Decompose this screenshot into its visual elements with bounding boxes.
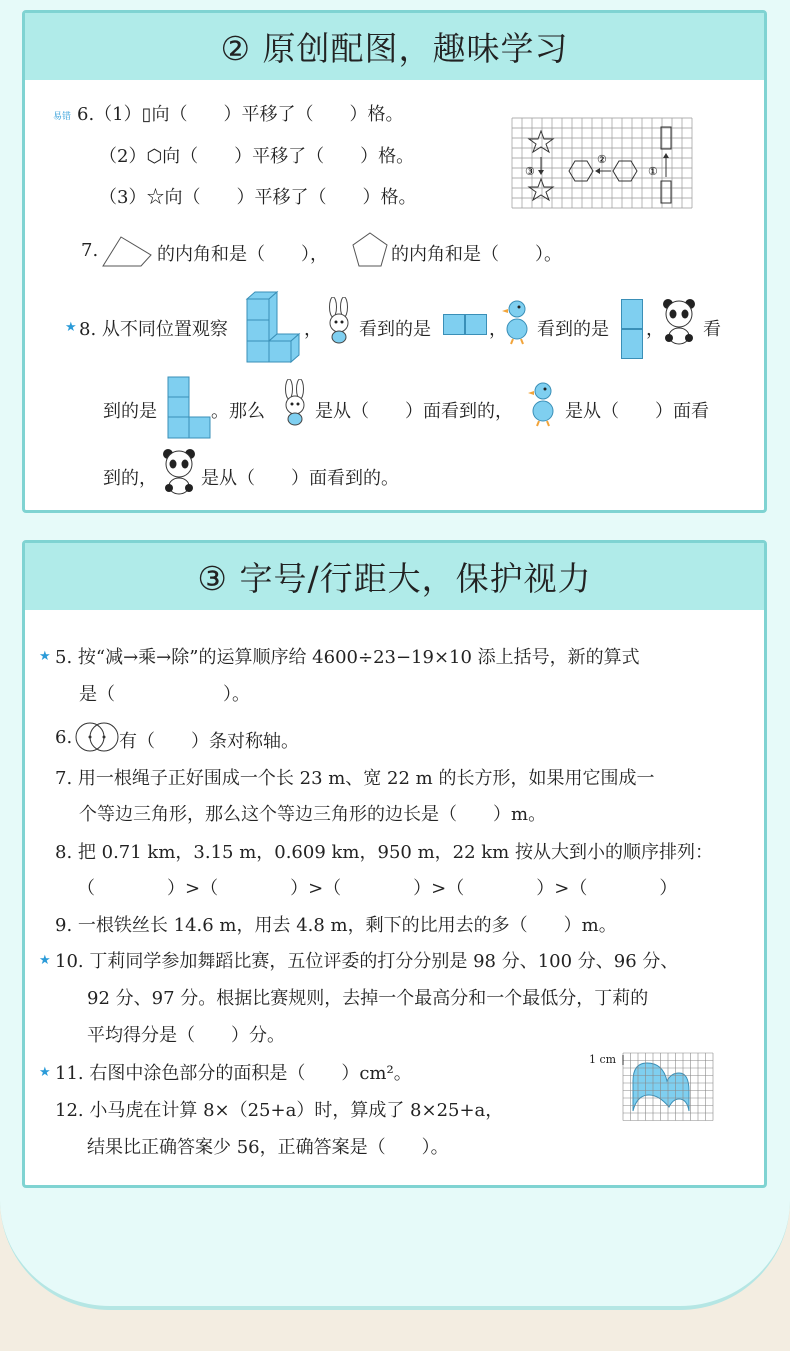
section-card-2: ② 原创配图，趣味学习 易错 6.（1）▯向（ ）平移了（ ）格。 （2）⬡向（ ）平移了（ ）格。 （3）☆向（ ）平移了（ ）格。 ① ② ③ 7. 的内角和是（ ）， 的内角和是（ ）。 ★ 8. 从不同位置观察 ， 看到的是 ， 看到的是 ， 看 到的是 。那么 是从（ ）面看到的， 是从（ ）面看 到的， 是从（ ）面看到的。 bbox=[22, 10, 767, 513]
error-prone-tag: 易错 bbox=[53, 112, 72, 122]
q8-text-a: 8. 从不同位置观察 bbox=[79, 319, 228, 340]
vertical-two-squares-view bbox=[621, 299, 643, 359]
q8-line1: 8. 把 0.71 km，3.15 m，0.609 km，950 m，22 km 按从大到小的顺序排列： bbox=[55, 842, 713, 863]
q6-line2: （2）⬡向（ ）平移了（ ）格。 bbox=[99, 146, 415, 167]
q5-line2: 是（ ）。 bbox=[79, 684, 250, 705]
star-shape-top bbox=[529, 131, 553, 152]
q10-line2: 92 分、97 分。根据比赛规则，去掉一个最高分和一个最低分，丁莉的 bbox=[87, 988, 649, 1009]
q7-line2: 个等边三角形，那么这个等边三角形的边长是（ ）m。 bbox=[79, 804, 547, 825]
q6-text: 有（ ）条对称轴。 bbox=[119, 731, 299, 752]
q11-line: 11. 右图中涂色部分的面积是（ ）cm²。 bbox=[55, 1063, 412, 1084]
panda-icon bbox=[659, 297, 699, 345]
rabbit-icon bbox=[277, 379, 313, 427]
q6-line1: 6.（1）▯向（ ）平移了（ ）格。 bbox=[77, 104, 404, 125]
q7-number: 7. bbox=[81, 240, 99, 261]
two-squares-view bbox=[443, 314, 487, 339]
q8-text-h: 到的是 bbox=[103, 401, 157, 422]
q8-text-j: 是从（ ）面看到的， bbox=[315, 401, 513, 422]
q8-text-c: 看到的是 bbox=[359, 319, 431, 340]
unit-label: 1 cm bbox=[589, 1053, 617, 1066]
q8-line2: （ ）>（ ）>（ ）>（ ）>（ ） bbox=[77, 878, 678, 899]
area-grid-figure bbox=[621, 1051, 721, 1123]
shaded-region bbox=[633, 1063, 689, 1111]
duck-icon bbox=[499, 297, 535, 345]
q10-line1: 10. 丁莉同学参加舞蹈比赛，五位评委的打分分别是 98 分、100 分、96 分、 bbox=[55, 951, 679, 972]
q6-line3: （3）☆向（ ）平移了（ ）格。 bbox=[99, 187, 417, 208]
q12-line2: 结果比正确答案少 56，正确答案是（ ）。 bbox=[87, 1137, 449, 1158]
pentagon-icon bbox=[351, 231, 389, 269]
grid-label-1: ① bbox=[648, 165, 658, 178]
q7-text-a: 的内角和是（ ）， bbox=[157, 244, 328, 265]
q5-line1: 5. 按“减→乘→除”的运算顺序给 4600÷23−19×10 添上括号，新的算式 bbox=[55, 647, 640, 668]
l-shape-view bbox=[167, 376, 213, 440]
section-card-3: ③ 字号/行距大，保护视力 ★ 5. 按“减→乘→除”的运算顺序给 4600÷23−19×10 添上括号，新的算式 是（ ）。 6. 有（ ）条对称轴。 7. 用一根绳子正好围成一个长 23 m、宽 22 m 的长方形，如果用它围成一 个等边三角形，那么这个等边三角形的边长是（ ）m。 8. 把 0.71 km，3.15 m，0.609 km，950 m，22 km 按从大到小的顺序排列： （ ）>（ ）>（ ）>（ ）>（ ） 9. 一根铁丝长 14.6 m，用去 4.8 m，剩下的比用去的多（ ）m。 ★ 10. 丁莉同学参加舞蹈比赛，五位评委的打分分别是 98 分、100 分、96 分、 92 分、97 分。根据比赛规则，去掉一个最高分和一个最低分，丁莉的 平均得分是（ ）分。 ★ 11. 右图中涂色部分的面积是（ ）cm²。 12. 小马虎在计算 8×（25+a）时，算成了 8×25+a， 结果比正确答案少 56，正确答案是（ ）。 1 cm bbox=[22, 540, 767, 1188]
q7-line1: 7. 用一根绳子正好围成一个长 23 m、宽 22 m 的长方形，如果用它围成一 bbox=[55, 768, 655, 789]
q10-line3: 平均得分是（ ）分。 bbox=[87, 1025, 285, 1046]
q6-number: 6. bbox=[55, 727, 73, 748]
rabbit-icon bbox=[321, 297, 357, 345]
two-circles-icon bbox=[74, 720, 120, 754]
grid-label-2: ② bbox=[597, 153, 607, 166]
quadrilateral-icon bbox=[101, 235, 155, 269]
section-title: ② 原创配图，趣味学习 bbox=[25, 13, 764, 80]
q8-text-k: 是从（ ）面看 bbox=[565, 401, 709, 422]
cube-stack-3d-icon bbox=[243, 289, 301, 365]
q7-text-b: 的内角和是（ ）。 bbox=[391, 244, 562, 265]
q8-text-e: 看到的是 bbox=[537, 319, 609, 340]
q9-line: 9. 一根铁丝长 14.6 m，用去 4.8 m，剩下的比用去的多（ ）m。 bbox=[55, 915, 617, 936]
q8-text-m: 是从（ ）面看到的。 bbox=[201, 468, 399, 489]
translation-grid-figure bbox=[511, 117, 693, 209]
rectangle-shape-bottom bbox=[661, 181, 671, 203]
grid-label-3: ③ bbox=[525, 165, 535, 178]
q12-line1: 12. 小马虎在计算 8×（25+a）时，算成了 8×25+a， bbox=[55, 1100, 504, 1121]
star-shape-bottom bbox=[529, 179, 553, 200]
duck-icon bbox=[525, 379, 561, 427]
panda-icon bbox=[159, 447, 199, 495]
section-title: ③ 字号/行距大，保护视力 bbox=[25, 543, 764, 610]
